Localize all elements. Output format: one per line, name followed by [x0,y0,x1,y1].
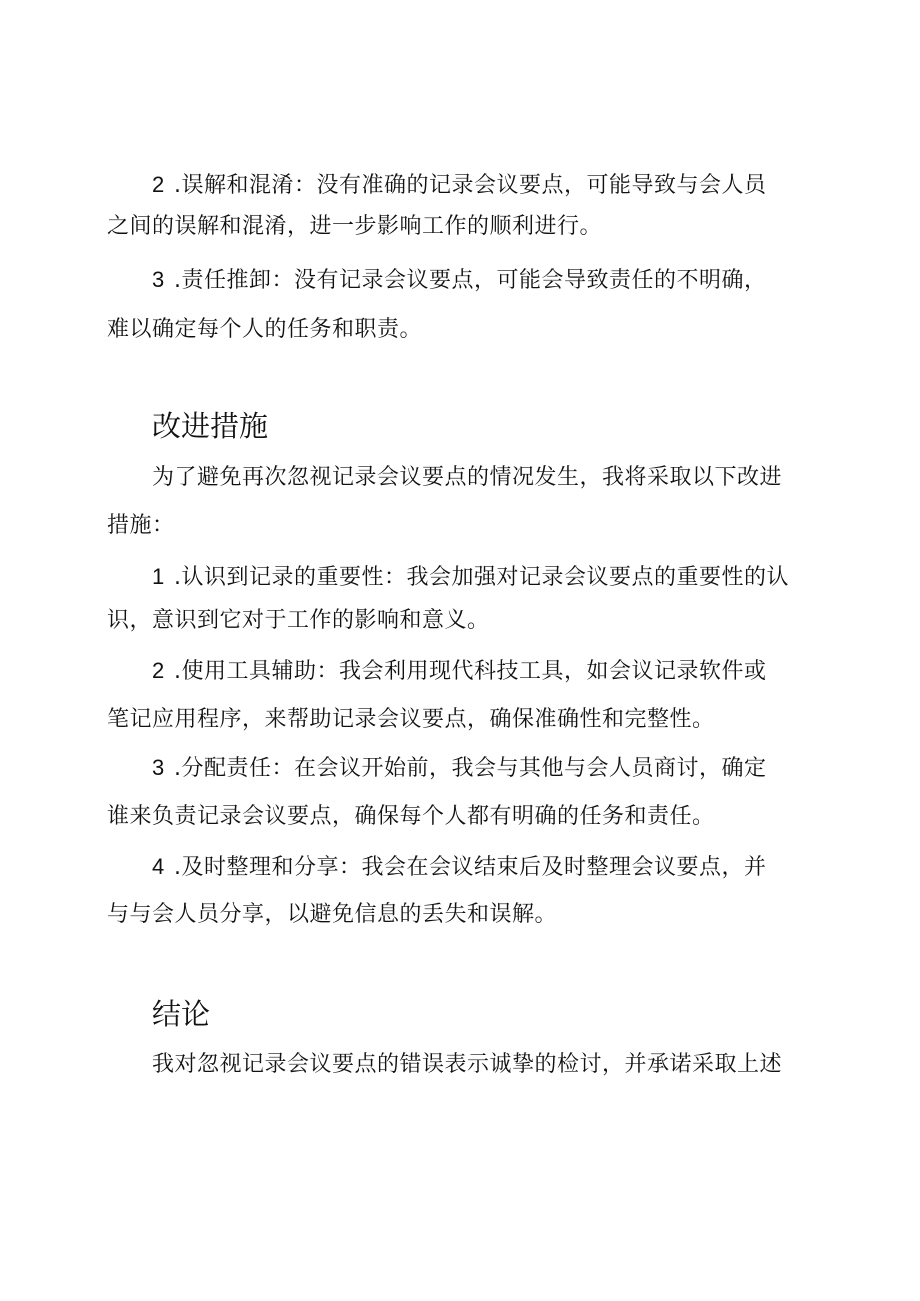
impact-item-3-line1 [152,265,767,296]
improvement-item-1-line2: 识，意识到它对于工作的影响和意义。 [107,608,490,633]
improvement-item-4-line1 [152,852,767,883]
item-number: 1 [152,564,165,589]
item-number: 3 [152,755,165,780]
item-number: 2 [152,658,165,683]
impact-item-2-line2: 之间的误解和混淆，进一步影响工作的顺利进行。 [107,214,603,239]
item-text: .认识到记录的重要性：我会加强对记录会议要点的重要性的认 [174,565,789,590]
item-number: 2 [152,172,165,197]
improvement-intro-line1: 为了避免再次忽视记录会议要点的情况发生，我将采取以下改进 [152,465,783,490]
improvement-item-1-line1 [152,562,789,593]
item-number: 4 [152,854,165,879]
improvement-intro-line2: 措施： [107,513,175,538]
improvement-item-2-line1 [152,656,767,687]
section-heading-conclusion: 结论 [152,997,211,1031]
item-text: .误解和混淆：没有准确的记录会议要点，可能导致与会人员 [174,173,767,198]
improvement-item-3-line1 [152,753,767,784]
impact-item-3-line2: 难以确定每个人的任务和职责。 [107,317,423,342]
conclusion-line1: 我对忽视记录会议要点的错误表示诚挚的检讨，并承诺采取上述 [152,1052,783,1077]
impact-item-2-line1 [152,170,767,201]
item-text: .使用工具辅助：我会利用现代科技工具，如会议记录软件或 [174,659,767,684]
item-text: .分配责任：在会议开始前，我会与其他与会人员商讨，确定 [174,756,767,781]
section-heading-improvement: 改进措施 [152,409,269,443]
item-text: .责任推卸：没有记录会议要点，可能会导致责任的不明确， [174,268,767,293]
improvement-item-3-line2: 谁来负责记录会议要点，确保每个人都有明确的任务和责任。 [107,804,715,829]
improvement-item-2-line2: 笔记应用程序，来帮助记录会议要点，确保准确性和完整性。 [107,707,715,732]
item-number: 3 [152,267,165,292]
improvement-item-4-line2: 与与会人员分享，以避免信息的丢失和误解。 [107,902,558,927]
item-text: .及时整理和分享：我会在会议结束后及时整理会议要点，并 [174,855,767,880]
